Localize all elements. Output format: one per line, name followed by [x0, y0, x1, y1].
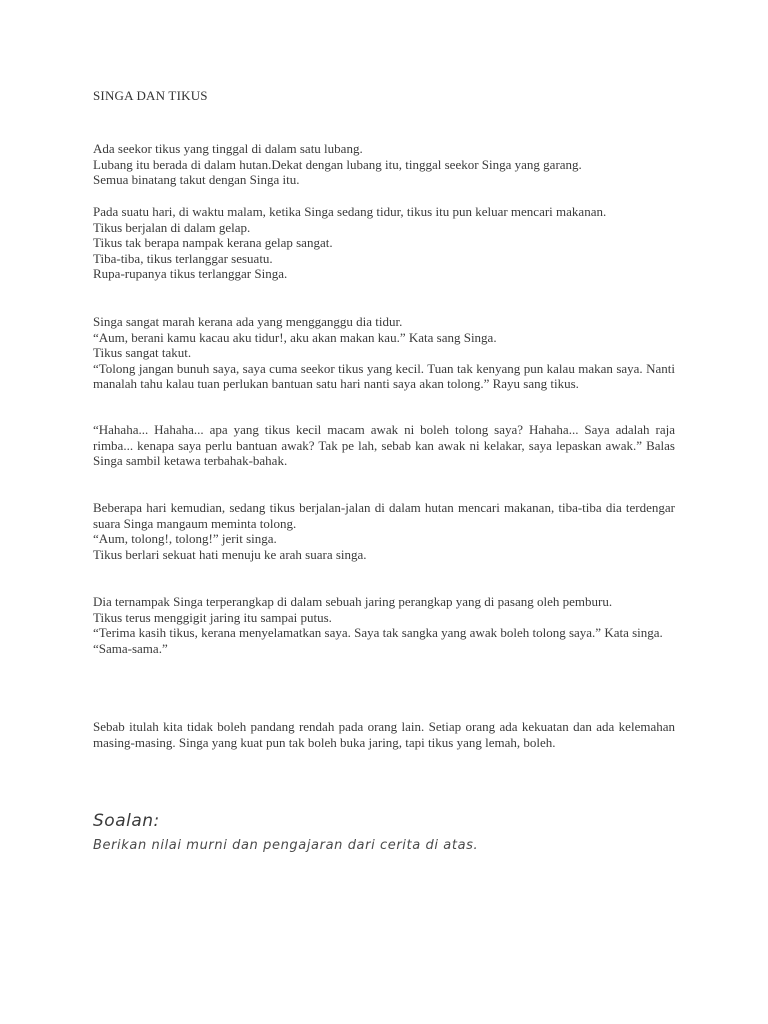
paragraph-line: Pada suatu hari, di waktu malam, ketika Singa sedang tidur, tikus itu pun keluar mencari makanan.	[93, 204, 607, 219]
paragraph-line: Sebab itulah kita tidak boleh pandang rendah pada orang lain. Setiap orang ada kekuatan dan ada kelemahan masing-masing. Singa yang kuat pun tak boleh buka jaring, tapi tikus yang lemah, boleh.	[93, 719, 675, 750]
paragraph-5	[93, 500, 675, 562]
paragraph-line: Singa sangat marah kerana ada yang mengganggu dia tidur.	[93, 314, 403, 329]
paragraph-line: “Aum, berani kamu kacau aku tidur!, aku akan makan kau.” Kata sang Singa.	[93, 329, 497, 345]
paragraph-line: “Aum, tolong!, tolong!” jerit singa.	[93, 531, 277, 546]
paragraph-4	[93, 422, 675, 469]
paragraph-line: Semua binatang takut dengan Singa itu.	[93, 172, 300, 187]
paragraph-line: “Hahaha... Hahaha... apa yang tikus kecil macam awak ni boleh tolong saya? Hahaha... Saya adalah raja rimba... kenapa saya perlu bantuan awak? Tak pe lah, sebab kan awak ni kelakar, saya lepaskan awak.” Balas Singa sambil ketawa terbahak-bahak.	[93, 422, 675, 468]
paragraph-2	[93, 204, 675, 282]
paragraph-3	[93, 314, 675, 392]
paragraph-1	[93, 141, 675, 188]
paragraph-line: Tikus sangat takut.	[93, 345, 192, 360]
paragraph-line: Tikus berlari sekuat hati menuju ke arah suara singa.	[93, 546, 367, 562]
paragraph-line: Tikus tak berapa nampak kerana gelap sangat.	[93, 235, 333, 250]
paragraph-line: Ada seekor tikus yang tinggal di dalam satu lubang.	[93, 141, 363, 156]
paragraph-7	[93, 719, 675, 750]
paragraph-line: “Terima kasih tikus, kerana menyelamatkan saya. Saya tak sangka yang awak boleh tolong saya.” Kata singa.	[93, 625, 663, 640]
paragraph-line: “Tolong jangan bunuh saya, saya cuma seekor tikus yang kecil. Tuan tak kenyang pun kalau makan saya. Nanti manalah tahu kalau tuan perlukan bantuan satu hari nanti saya akan tolong.” Rayu sang tikus.	[93, 360, 675, 391]
paragraph-line: Dia ternampak Singa terperangkap di dalam sebuah jaring perangkap yang di pasang oleh pemburu.	[93, 594, 613, 609]
paragraph-line: Beberapa hari kemudian, sedang tikus berjalan-jalan di dalam hutan mencari makanan, tiba-tiba dia terdengar suara Singa mangaum meminta tolong.	[93, 500, 675, 531]
paragraph-line: Tikus berjalan di dalam gelap.	[93, 219, 251, 235]
story-title: SINGA DAN TIKUS	[93, 88, 208, 103]
paragraph-line: Tiba-tiba, tikus terlanggar sesuatu.	[93, 250, 273, 266]
question-text: Berikan nilai murni dan pengajaran dari cerita di atas.	[93, 838, 479, 853]
paragraph-6	[93, 594, 675, 656]
question-heading: Soalan:	[93, 811, 160, 831]
paragraph-line: Rupa-rupanya tikus terlanggar Singa.	[93, 266, 288, 281]
paragraph-line: Tikus terus menggigit jaring itu sampai putus.	[93, 609, 332, 625]
paragraph-line: Lubang itu berada di dalam hutan.Dekat dengan lubang itu, tinggal seekor Singa yang garang.	[93, 156, 582, 172]
paragraph-line: “Sama-sama.”	[93, 640, 168, 656]
